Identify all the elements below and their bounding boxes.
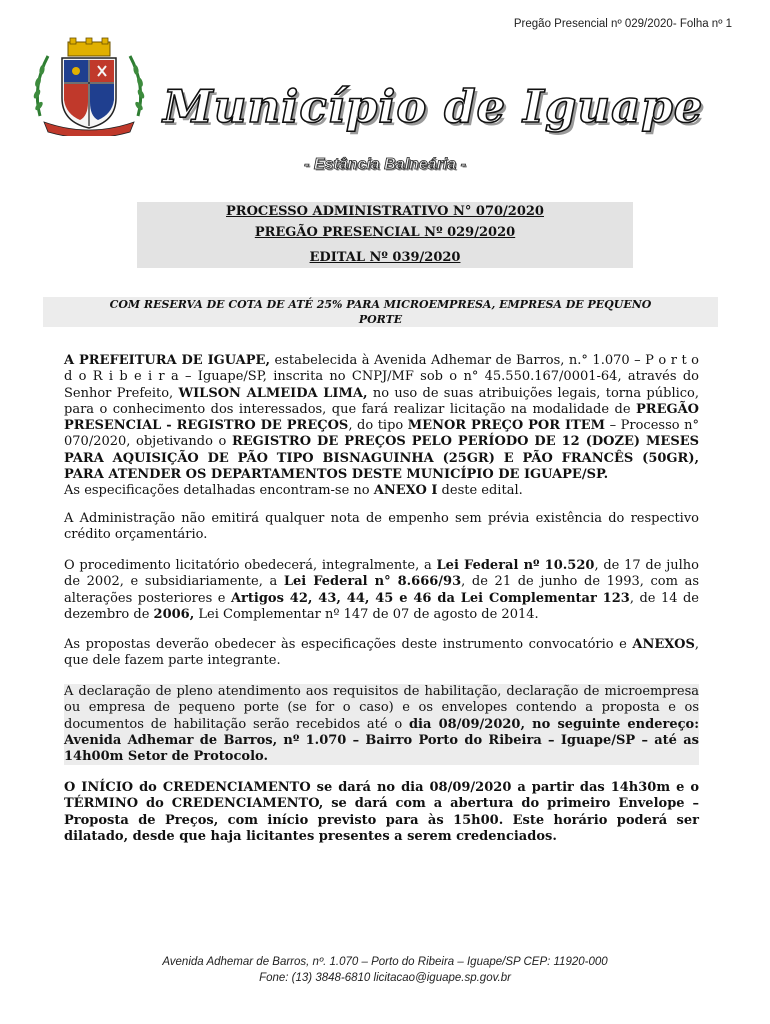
processo-administrativo: PROCESSO ADMINISTRATIVO N° 070/2020	[226, 204, 544, 219]
quota-reservation-notice	[43, 297, 718, 327]
municipality-subtitle: - Estância Balneária -	[304, 156, 466, 173]
empenho-paragraph: A Administração não emitirá qualquer nota de empenho sem prévia existência do respectivo crédito orçamentário.	[64, 511, 699, 543]
quota-reservation-line2: PORTE	[358, 313, 403, 326]
habilitacao-paragraph: A declaração de pleno atendimento aos requisitos de habilitação, declaração de microempresa ou empresa de pequeno porte (se for o caso) e os envelopes contendo a proposta e os documentos de habilitação serão recebidos até o dia 08/09/2020, no seguinte endereço: Avenida Adhemar de Barros, nº 1.070 – Bairro Porto do Ribeira – Iguape/SP – até as 14h00m Setor de Protocolo.	[64, 684, 699, 765]
intro-paragraph: A PREFEITURA DE IGUAPE, estabelecida à Avenida Adhemar de Barros, n.° 1.070 – P o r t o d o R i b e i r a – Iguape/SP, inscrita no CNPJ/MF sob o n° 45.550.167/0001-64, através do Senhor Prefeito, WILSON ALMEIDA LIMA, no uso de suas atribuições legais, torna público, para o conhecimento dos interessados, que fará realizar licitação na modalidade de PREGÃO PRESENCIAL - REGISTRO DE PREÇOS, do tipo MENOR PREÇO POR ITEM – Processo n° 070/2020, objetivando o REGISTRO DE PREÇOS PELO PERÍODO DE 12 (DOZE) MESES PARA AQUISIÇÃO DE PÃO TIPO BISNAGUINHA (25GR) E PÃO FRANCÊS (50GR), PARA ATENDER OS DEPARTAMENTOS DESTE MUNICÍPIO DE IGUAPE/SP. As especificações detalhadas encontram-se no ANEXO I deste edital.	[64, 353, 700, 499]
pregao-presencial: PREGÃO PRESENCIAL Nº 029/2020	[254, 225, 516, 240]
credenciamento-paragraph: O INÍCIO do CREDENCIAMENTO se dará no dia 08/09/2020 a partir das 14h30m e o TÉRMINO do CREDENCIAMENTO, se dará com a abertura do primeiro Envelope – Proposta de Preços, com início previsto para às 15h00. Este horário poderá ser dilatado, desde que haja licitantes presentes a serem credenciados.	[64, 780, 699, 844]
footer-contact: Fone: (13) 3848-6810 licitacao@iguape.sp.gov.br	[259, 972, 511, 984]
propostas-paragraph: As propostas deverão obedecer às especificações deste instrumento convocatório e ANEXOS, que dele fazem parte integrante.	[64, 637, 699, 669]
edital-number: EDITAL Nº 039/2020	[309, 250, 461, 265]
municipal-coat-of-arms	[30, 36, 148, 136]
page-folha-header: Pregão Presencial nº 029/2020- Folha nº 1	[513, 18, 732, 30]
quota-reservation-line1: COM RESERVA DE COTA DE ATÉ 25% PARA MICROEMPRESA, EMPRESA DE PEQUENO	[109, 298, 652, 311]
legal-basis-paragraph: O procedimento licitatório obedecerá, integralmente, a Lei Federal nº 10.520, de 17 de julho de 2002, e subsidiariamente, a Lei Federal n° 8.666/93, de 21 de junho de 1993, com as alterações posteriores e Artigos 42, 43, 44, 45 e 46 da Lei Complementar 123, de 14 de dezembro de 2006, Lei Complementar nº 147 de 07 de agosto de 2014.	[64, 558, 699, 622]
footer-address: Avenida Adhemar de Barros, nº. 1.070 – Porto do Ribeira – Iguape/SP CEP: 11920-000	[162, 956, 608, 968]
municipality-title: Município de Iguape	[163, 80, 704, 133]
